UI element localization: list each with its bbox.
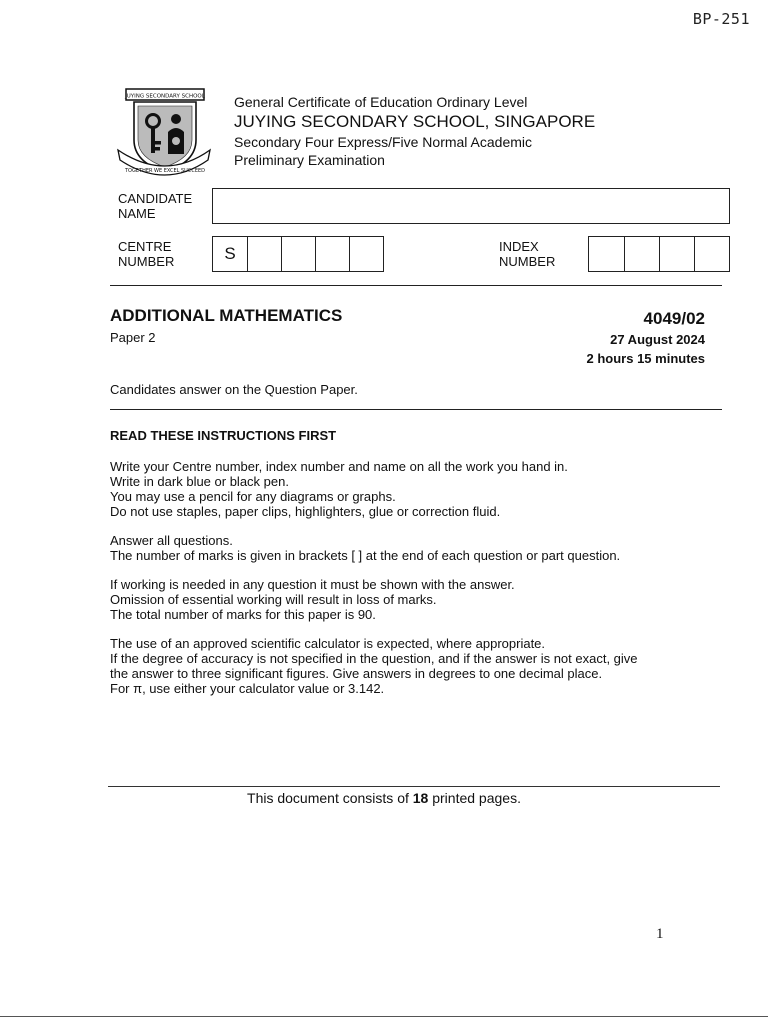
divider [108,786,720,787]
paper-number: Paper 2 [110,330,156,345]
school-name: JUYING SECONDARY SCHOOL, SINGAPORE [234,112,596,131]
centre-number-label: CENTRE NUMBER [118,239,175,269]
subject-title: ADDITIONAL MATHEMATICS [110,306,343,325]
svg-text:JUYING SECONDARY SCHOOL: JUYING SECONDARY SCHOOL [125,93,205,100]
index-digit-cell[interactable] [589,237,624,271]
centre-digit-cell[interactable] [247,237,281,271]
index-number-label: INDEX NUMBER [499,239,556,269]
divider [110,409,722,410]
candidate-name-label: CANDIDATE NAME [118,191,193,221]
exam-header [234,93,595,169]
syllabus-code: 4049/02 [643,309,705,328]
instructions [110,428,710,710]
centre-digit-cell[interactable] [349,237,383,271]
index-digit-cell[interactable] [624,237,659,271]
index-digit-cell[interactable] [659,237,694,271]
centre-digit-cell[interactable] [281,237,315,271]
divider [110,285,722,286]
exam-duration: 2 hours 15 minutes [586,351,705,366]
page-bottom-edge [0,1016,768,1017]
instructions-heading: READ THESE INSTRUCTIONS FIRST [110,428,337,443]
exam-date: 27 August 2024 [610,332,705,347]
instructions-paragraph: If working is needed in any question it must be shown with the answer. Omission of essential working will result in loss of marks. The total number of marks for this paper is 90. [110,577,515,622]
centre-digit-cell[interactable] [315,237,349,271]
instructions-paragraph: The use of an approved scientific calculator is expected, where appropriate. If the degree of accuracy is not specified in the question, and if the answer is not exact, give the answer to three significant figures. Give answers in degrees to one decimal place. For π, use either your calculator value or 3.142. [110,636,638,696]
document-code: BP-251 [692,10,750,28]
level-line: Secondary Four Express/Five Normal Academic [234,134,532,150]
instructions-paragraph: Answer all questions. The number of marks is given in brackets [ ] at the end of each question or part question. [110,533,621,563]
index-digit-cell[interactable] [694,237,729,271]
page-count: 18 [412,790,429,806]
exam-type-line: Preliminary Examination [234,152,385,168]
instructions-paragraph: Write your Centre number, index number and name on all the work you hand in. Write in dark blue or black pen. You may use a pencil for any diagrams or graphs. Do not use staples, paper clips, highlighters, glue or correction fluid. [110,459,568,519]
index-number-field[interactable] [588,236,730,272]
candidate-name-field[interactable] [212,188,730,224]
page-count-note: This document consists of 18 printed pages. [247,790,521,806]
centre-prefix-cell: S [224,244,236,263]
school-crest-logo [112,86,216,182]
page-number: 1 [656,926,664,942]
centre-number-field[interactable] [212,236,384,272]
exam-meta [587,308,705,368]
certificate-line: General Certificate of Education Ordinary Level [234,94,528,110]
svg-text:TOGETHER WE EXCEL SUCCEED: TOGETHER WE EXCEL SUCCEED [125,168,205,174]
answer-note: Candidates answer on the Question Paper. [110,382,358,397]
